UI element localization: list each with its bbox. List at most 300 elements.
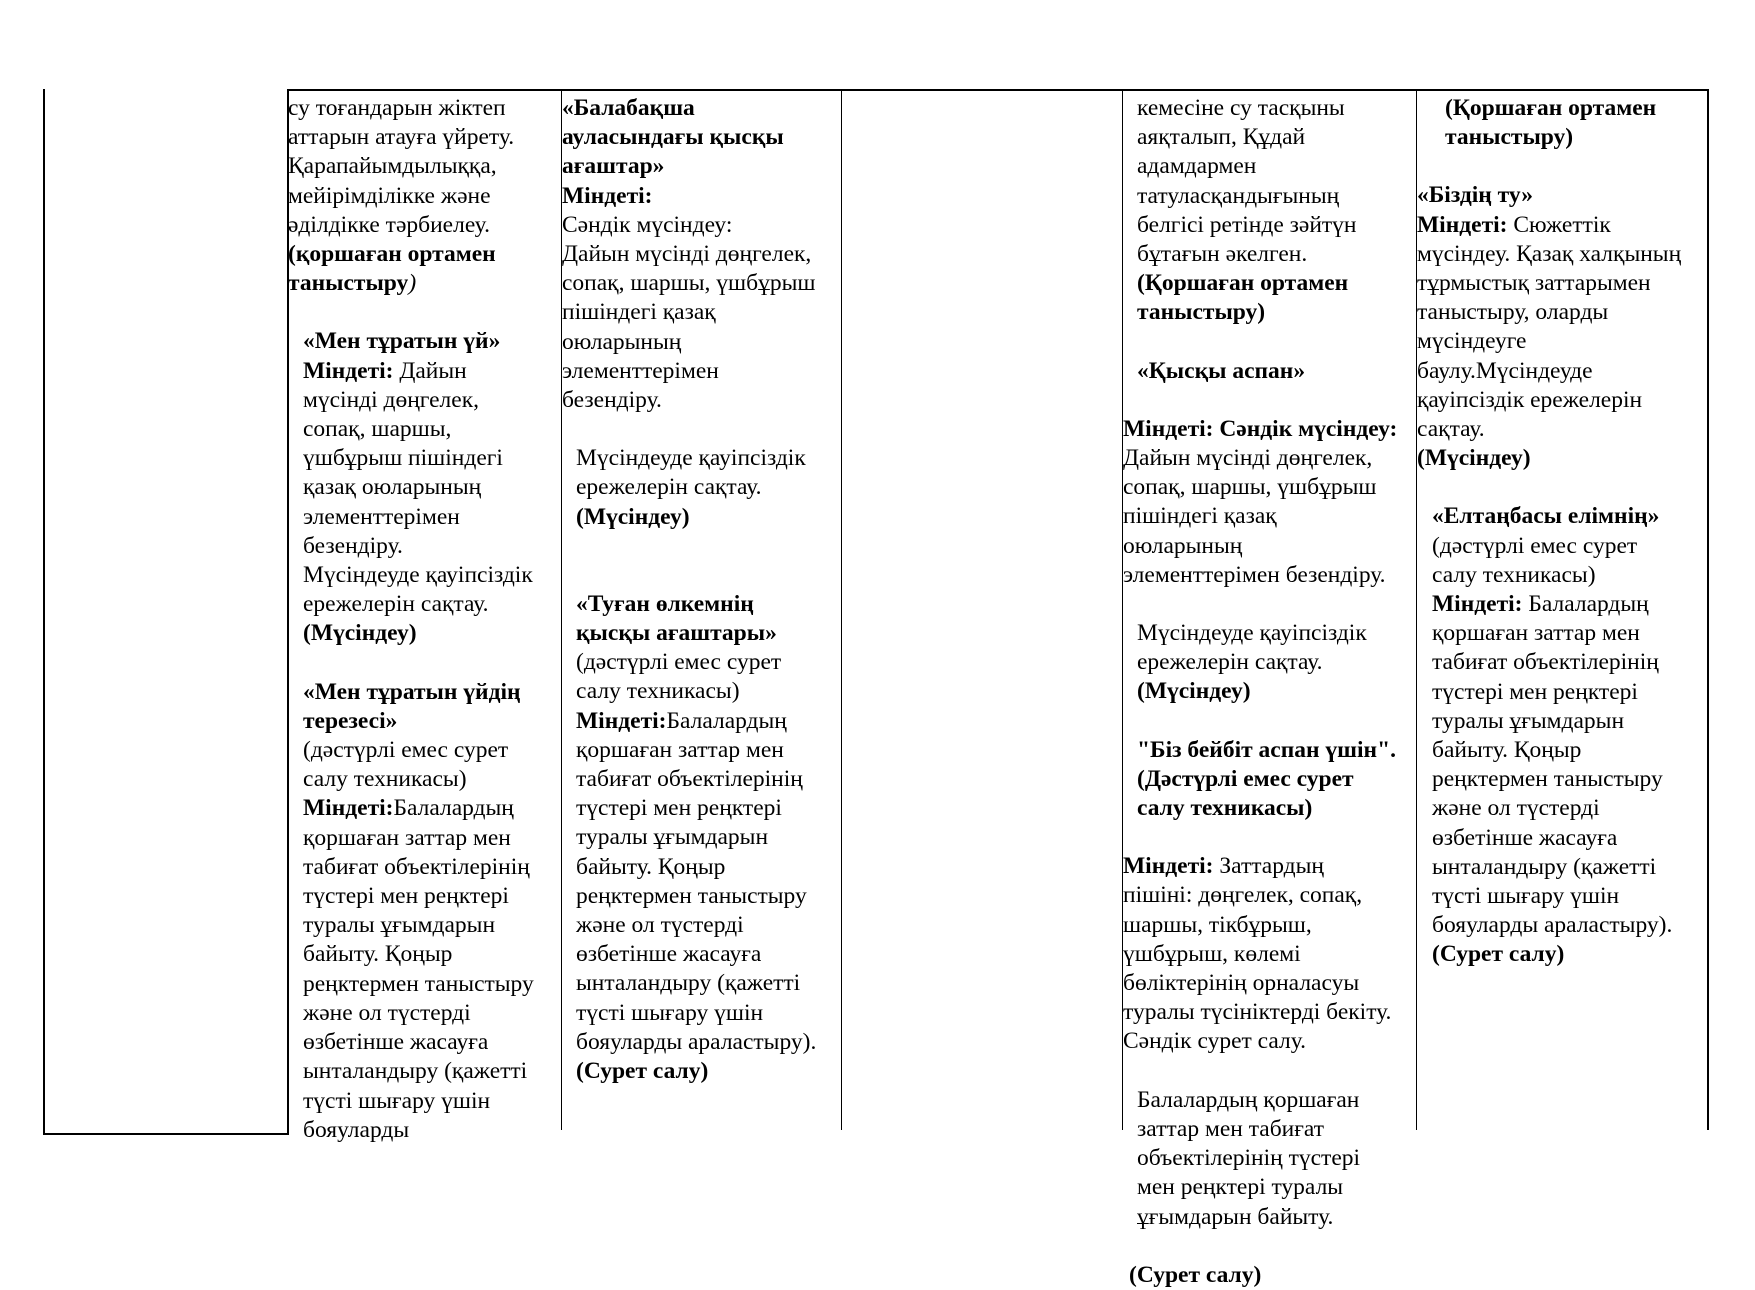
- text-segment: байыту. Қоңыр: [303, 941, 453, 968]
- text-block: [562, 590, 840, 1086]
- block-spacer: [562, 415, 840, 444]
- text-line: [1137, 1144, 1415, 1173]
- text-line: [288, 211, 560, 240]
- text-segment: мен реңктері туралы: [1137, 1174, 1344, 1201]
- text-segment: Міндеті:: [303, 357, 394, 384]
- text-segment: Сәндік мүсіндеу:: [562, 211, 733, 238]
- text-line: [1417, 298, 1706, 327]
- text-segment: таныстыру): [1137, 299, 1266, 326]
- text-line: [1137, 648, 1415, 677]
- table-divider-3: [841, 89, 842, 1130]
- text-line: [562, 94, 840, 123]
- text-line: [576, 969, 840, 998]
- text-segment: мейірімділікке және: [288, 182, 491, 209]
- text-line: [303, 473, 560, 502]
- text-segment: безендіру.: [562, 387, 662, 414]
- text-line: [1417, 269, 1706, 298]
- text-line: [576, 940, 840, 969]
- text-line: [303, 736, 560, 765]
- text-line: [303, 970, 560, 999]
- text-line: [562, 152, 840, 181]
- table-bottom-border: [43, 1133, 288, 1135]
- text-segment: су тоғандарын жіктеп: [288, 95, 506, 121]
- text-segment: түсті шығару үшін: [303, 1087, 491, 1114]
- text-line: [1137, 211, 1415, 240]
- text-line: [303, 590, 560, 619]
- text-segment: Мүсіндеуде қауіпсіздік: [1137, 620, 1367, 647]
- text-line: [576, 503, 840, 532]
- text-segment: салу техникасы): [1432, 561, 1596, 588]
- text-line: [576, 473, 840, 502]
- text-segment: және ол түстерді: [1432, 795, 1600, 822]
- text-segment: (Қоршаған ортамен: [1445, 95, 1657, 121]
- text-line: [562, 386, 840, 415]
- text-segment: (қоршаған ортамен: [288, 241, 496, 268]
- text-segment: (дәстүрлі емес сурет: [1432, 532, 1638, 559]
- text-line: [1417, 327, 1706, 356]
- text-line: [562, 182, 840, 211]
- text-segment: бөліктерінің орналасуы: [1123, 970, 1360, 997]
- block-spacer: [1123, 1232, 1415, 1261]
- text-block: [288, 678, 560, 1145]
- text-line: [303, 1057, 560, 1086]
- text-segment: сопақ, шаршы, үшбұрыш: [562, 270, 816, 297]
- text-segment: мүсіндеуге: [1417, 328, 1527, 355]
- text-segment: түстері мен реңктері: [303, 883, 509, 910]
- text-segment: элементтерімен: [303, 503, 460, 530]
- text-line: [562, 357, 840, 386]
- text-segment: заттар мен табиғат: [1137, 1115, 1324, 1142]
- block-spacer: [1417, 473, 1706, 502]
- text-segment: ауласындағы қысқы: [562, 124, 784, 151]
- text-segment: ағаштар»: [562, 153, 665, 180]
- text-segment: (Дәстүрлі емес сурет: [1137, 765, 1354, 792]
- text-line: [303, 619, 560, 648]
- text-line: [576, 590, 840, 619]
- text-line: [562, 269, 840, 298]
- text-line: [1123, 473, 1415, 502]
- text-segment: (Қоршаған ортамен: [1137, 270, 1349, 297]
- text-segment: табиғат объектілерінің: [1432, 649, 1659, 676]
- table-column-4: [1123, 94, 1415, 1290]
- text-segment: таныстыру: [288, 270, 409, 297]
- text-line: [1137, 298, 1415, 327]
- text-segment: сақтау.: [1417, 416, 1485, 443]
- text-line: [1137, 1203, 1415, 1232]
- text-segment: пішіндегі қазақ: [1123, 503, 1277, 530]
- text-segment: Міндеті:: [1432, 591, 1523, 618]
- text-segment: тұрмыстық заттарымен: [1417, 270, 1651, 297]
- text-line: [1137, 240, 1415, 269]
- text-segment: туралы түсініктерді бекіту.: [1123, 999, 1392, 1026]
- text-line: [288, 123, 560, 152]
- text-line: [1123, 969, 1415, 998]
- text-block: [1123, 852, 1415, 1056]
- text-line: [1432, 882, 1706, 911]
- table-column-1: [288, 94, 560, 1145]
- text-segment: Балалардың: [1522, 591, 1649, 618]
- text-line: [576, 1028, 840, 1057]
- text-segment: реңктермен таныстыру: [1432, 766, 1663, 793]
- text-segment: табиғат объектілерінің: [303, 853, 530, 880]
- text-line: [303, 707, 560, 736]
- text-line: [288, 240, 560, 269]
- text-line: [1137, 736, 1415, 765]
- text-line: [1432, 940, 1706, 969]
- text-segment: «Туған өлкемнің: [576, 590, 754, 617]
- text-line: [1137, 677, 1415, 706]
- text-segment: байыту. Қоңыр: [576, 853, 726, 880]
- text-line: [1432, 561, 1706, 590]
- text-line: [303, 882, 560, 911]
- text-segment: бояуларды араластыру).: [576, 1028, 817, 1055]
- text-line: [1137, 269, 1415, 298]
- text-segment: таныстыру, оларды: [1417, 299, 1609, 326]
- text-segment: түстері мен реңктері: [1432, 678, 1638, 705]
- text-segment: Міндеті:: [562, 182, 653, 209]
- table-column-2: [562, 94, 840, 1086]
- block-spacer: [288, 649, 560, 678]
- text-line: [1445, 123, 1706, 152]
- text-line: [1432, 911, 1706, 940]
- text-line: [1137, 765, 1415, 794]
- text-line: [1432, 794, 1706, 823]
- text-segment: аттарын атауға үйрету.: [288, 124, 515, 151]
- text-block: [1123, 736, 1415, 824]
- text-segment: шаршы, тікбұрыш,: [1123, 911, 1312, 938]
- text-line: [1432, 619, 1706, 648]
- text-line: [1137, 794, 1415, 823]
- text-line: [562, 211, 840, 240]
- text-line: [576, 882, 840, 911]
- text-line: [303, 794, 560, 823]
- text-segment: қоршаған заттар мен: [1432, 620, 1640, 647]
- text-line: [1123, 940, 1415, 969]
- text-block: [1123, 1086, 1415, 1232]
- text-segment: әділдікке тәрбиелеу.: [288, 211, 490, 238]
- text-segment: Міндеті:: [1123, 853, 1214, 880]
- text-line: [576, 619, 840, 648]
- text-segment: түсті шығару үшін: [576, 999, 764, 1026]
- text-line: [576, 677, 840, 706]
- text-segment: қауіпсіздік ережелерін: [1417, 386, 1643, 413]
- text-segment: өзбетінше жасауға: [1432, 824, 1618, 851]
- text-segment: (Сурет салу): [576, 1058, 709, 1085]
- block-spacer: [288, 298, 560, 327]
- text-segment: (дәстүрлі емес сурет: [576, 649, 782, 676]
- text-segment: Сюжеттік: [1507, 211, 1611, 238]
- text-segment: Дайын мүсінді дөңгелек,: [1123, 445, 1373, 472]
- block-spacer: [1123, 707, 1415, 736]
- text-line: [1137, 1173, 1415, 1202]
- text-segment: табиғат объектілерінің: [576, 766, 803, 793]
- text-segment: реңктермен таныстыру: [303, 970, 534, 997]
- text-segment: баулу.Мүсіндеуде: [1417, 357, 1593, 384]
- text-segment: Міндеті: Сәндік мүсіндеу:: [1123, 415, 1398, 442]
- text-line: [303, 1087, 560, 1116]
- text-line: [576, 736, 840, 765]
- text-segment: және ол түстерді: [576, 912, 744, 939]
- text-line: [303, 532, 560, 561]
- text-segment: және ол түстерді: [303, 999, 471, 1026]
- text-line: [1137, 1115, 1415, 1144]
- text-segment: Қарапайымдылыққа,: [288, 153, 497, 180]
- text-line: [1417, 181, 1706, 210]
- text-line: [576, 823, 840, 852]
- text-segment: терезесі»: [303, 707, 398, 734]
- text-segment: Міндеті:: [303, 795, 394, 822]
- text-line: [303, 503, 560, 532]
- text-segment: элементтерімен: [562, 357, 719, 384]
- block-spacer: [1417, 152, 1706, 181]
- text-segment: (Мүсіндеу): [303, 620, 417, 647]
- text-segment: Міндеті:: [1417, 211, 1508, 238]
- text-segment: ынталандыру (қажетті: [576, 970, 801, 997]
- text-block: [1417, 502, 1706, 969]
- text-line: [1137, 123, 1415, 152]
- text-line: [576, 444, 840, 473]
- text-line: [576, 1057, 840, 1086]
- block-spacer: [1123, 823, 1415, 852]
- text-line: [1123, 561, 1415, 590]
- text-segment: адамдармен: [1137, 153, 1257, 180]
- text-line: [303, 765, 560, 794]
- text-line: [303, 561, 560, 590]
- text-line: [1432, 824, 1706, 853]
- text-line: [1417, 386, 1706, 415]
- text-line: [303, 1028, 560, 1057]
- text-segment: безендіру.: [303, 532, 403, 559]
- text-line: [303, 357, 560, 386]
- text-line: [288, 94, 560, 123]
- text-line: [288, 152, 560, 181]
- text-line: [1123, 444, 1415, 473]
- text-segment: ынталандыру (қажетті: [1432, 853, 1657, 880]
- text-line: [1445, 94, 1706, 123]
- text-line: [1432, 765, 1706, 794]
- table-top-border: [287, 89, 1709, 91]
- text-segment: Балалардың: [393, 795, 514, 822]
- text-line: [303, 999, 560, 1028]
- text-segment: мүсіндеу. Қазақ халқының: [1417, 240, 1682, 267]
- text-segment: үшбұрыш пішіндегі: [303, 445, 503, 472]
- text-segment: ): [408, 270, 417, 297]
- text-line: [303, 386, 560, 415]
- text-segment: қоршаған заттар мен: [303, 824, 511, 851]
- text-segment: Міндеті:: [576, 707, 667, 734]
- text-line: [1432, 853, 1706, 882]
- text-line: [303, 940, 560, 969]
- text-segment: Заттардың: [1213, 853, 1324, 880]
- text-line: [303, 444, 560, 473]
- text-line: [303, 911, 560, 940]
- text-line: [1123, 415, 1415, 444]
- text-segment: үшбұрыш, көлемі: [1123, 940, 1301, 967]
- text-segment: бояуларды араластыру).: [1432, 912, 1673, 939]
- text-block: [562, 94, 840, 415]
- text-line: [303, 1116, 560, 1145]
- text-line: [576, 911, 840, 940]
- text-line: [1137, 1086, 1415, 1115]
- text-segment: туралы ұғымдарын: [303, 912, 496, 939]
- text-segment: «Мен тұратын үйдің: [303, 678, 521, 705]
- text-block: [1123, 619, 1415, 707]
- text-segment: пішіндегі қазақ: [562, 299, 716, 326]
- text-segment: туралы ұғымдарын: [1432, 707, 1625, 734]
- text-segment: қазақ оюларының: [303, 474, 482, 501]
- text-line: [1123, 881, 1415, 910]
- text-segment: татуласқандығының: [1137, 182, 1340, 209]
- text-segment: элементтерімен безендіру.: [1123, 561, 1386, 588]
- text-segment: "Біз бейбіт аспан үшін".: [1137, 736, 1397, 763]
- text-line: [1137, 619, 1415, 648]
- text-segment: Дайын мүсінді дөңгелек,: [562, 241, 812, 268]
- text-line: [1432, 707, 1706, 736]
- text-segment: реңктермен таныстыру: [576, 882, 807, 909]
- text-line: [1137, 94, 1415, 123]
- text-segment: түстері мен реңктері: [576, 795, 782, 822]
- text-line: [288, 182, 560, 211]
- text-segment: өзбетінше жасауға: [576, 941, 762, 968]
- table-column-5: [1417, 94, 1706, 970]
- text-segment: байыту. Қоңыр: [1432, 737, 1582, 764]
- text-segment: салу техникасы): [303, 766, 467, 793]
- text-segment: пішіні: дөңгелек, сопақ,: [1123, 882, 1363, 909]
- text-line: [562, 328, 840, 357]
- text-line: [1432, 502, 1706, 531]
- text-line: [288, 269, 560, 298]
- text-segment: сопақ, шаршы, үшбұрыш: [1123, 474, 1377, 501]
- text-line: [576, 999, 840, 1028]
- text-line: [576, 794, 840, 823]
- text-line: [1417, 240, 1706, 269]
- text-line: [1123, 532, 1415, 561]
- text-line: [576, 648, 840, 677]
- text-line: [303, 824, 560, 853]
- block-spacer: [1123, 1057, 1415, 1086]
- text-segment: қысқы ағаштары»: [576, 620, 777, 647]
- text-segment: белгісі ретінде зәйтүн: [1137, 211, 1357, 238]
- text-segment: ережелерін сақтау.: [1137, 649, 1323, 676]
- text-block: [1123, 1261, 1415, 1290]
- text-line: [1432, 736, 1706, 765]
- text-segment: «Елтаңбасы елімнің»: [1432, 503, 1660, 530]
- text-segment: (Мүсіндеу): [1417, 445, 1531, 472]
- text-line: [576, 853, 840, 882]
- text-line: [303, 415, 560, 444]
- text-block: [1417, 181, 1706, 473]
- text-segment: «Балабақша: [562, 95, 695, 121]
- text-block: [1123, 94, 1415, 328]
- text-line: [1137, 357, 1415, 386]
- block-spacer: [1123, 590, 1415, 619]
- text-segment: Балалардың қоршаған: [1137, 1086, 1360, 1113]
- text-line: [1417, 415, 1706, 444]
- text-segment: бояуларды: [303, 1116, 410, 1143]
- text-segment: бұтағын әкелген.: [1137, 241, 1308, 268]
- text-line: [576, 765, 840, 794]
- table-left-border: [43, 89, 45, 1135]
- text-segment: ынталандыру (қажетті: [303, 1058, 528, 1085]
- text-block: [288, 327, 560, 648]
- text-block: [1123, 357, 1415, 386]
- text-segment: ұғымдарын байыту.: [1137, 1203, 1334, 1230]
- text-line: [1432, 648, 1706, 677]
- text-segment: (дәстүрлі емес сурет: [303, 737, 509, 764]
- text-segment: кемесіне су тасқыны: [1137, 95, 1345, 121]
- text-segment: «Мен тұратын үй»: [303, 328, 501, 355]
- text-line: [1137, 182, 1415, 211]
- text-segment: оюларының: [1123, 532, 1243, 559]
- text-line: [1123, 502, 1415, 531]
- text-line: [1123, 1027, 1415, 1056]
- text-segment: салу техникасы): [576, 678, 740, 705]
- text-segment: мүсінді дөңгелек,: [303, 386, 480, 413]
- text-segment: (Сурет салу): [1129, 1261, 1262, 1288]
- text-segment: (Сурет салу): [1432, 941, 1565, 968]
- block-spacer: [1123, 328, 1415, 357]
- block-spacer: [1123, 386, 1415, 415]
- text-line: [1432, 532, 1706, 561]
- text-line: [303, 678, 560, 707]
- text-segment: (Мүсіндеу): [576, 503, 690, 530]
- text-segment: оюларының: [562, 328, 682, 355]
- text-segment: қоршаған заттар мен: [576, 736, 784, 763]
- text-segment: туралы ұғымдарын: [576, 824, 769, 851]
- text-line: [303, 327, 560, 356]
- text-segment: объектілерінің түстері: [1137, 1145, 1361, 1172]
- text-segment: салу техникасы): [1137, 795, 1313, 822]
- text-line: [1129, 1261, 1415, 1290]
- text-segment: таныстыру): [1445, 124, 1574, 151]
- text-segment: Балалардың: [666, 707, 787, 734]
- text-line: [1123, 911, 1415, 940]
- text-line: [562, 123, 840, 152]
- text-line: [303, 853, 560, 882]
- text-line: [1137, 152, 1415, 181]
- text-segment: ережелерін сақтау.: [576, 474, 762, 501]
- text-segment: түсті шығару үшін: [1432, 883, 1620, 910]
- text-segment: аяқталып, Құдай: [1137, 124, 1306, 151]
- text-block: [1123, 415, 1415, 590]
- text-segment: сопақ, шаршы,: [303, 416, 452, 443]
- text-line: [562, 298, 840, 327]
- text-line: [1417, 211, 1706, 240]
- text-line: [1417, 357, 1706, 386]
- text-segment: (Мүсіндеу): [1137, 678, 1251, 705]
- text-line: [1123, 852, 1415, 881]
- table-right-border: [1707, 89, 1709, 1130]
- text-block: [562, 444, 840, 532]
- text-segment: Мүсіндеуде қауіпсіздік: [303, 562, 533, 589]
- block-spacer: [562, 532, 840, 590]
- text-block: [288, 94, 560, 298]
- text-line: [1432, 590, 1706, 619]
- text-segment: өзбетінше жасауға: [303, 1029, 489, 1056]
- text-block: [1417, 94, 1706, 152]
- text-segment: Сәндік сурет салу.: [1123, 1028, 1307, 1055]
- text-segment: Мүсіндеуде қауіпсіздік: [576, 445, 806, 472]
- text-segment: «Қысқы аспан»: [1137, 357, 1306, 384]
- text-segment: ережелерін сақтау.: [303, 591, 489, 618]
- text-segment: «Біздің ту»: [1417, 182, 1533, 209]
- text-segment: Дайын: [393, 357, 467, 384]
- text-line: [1123, 998, 1415, 1027]
- text-line: [562, 240, 840, 269]
- text-line: [1417, 444, 1706, 473]
- text-line: [576, 707, 840, 736]
- text-line: [1432, 678, 1706, 707]
